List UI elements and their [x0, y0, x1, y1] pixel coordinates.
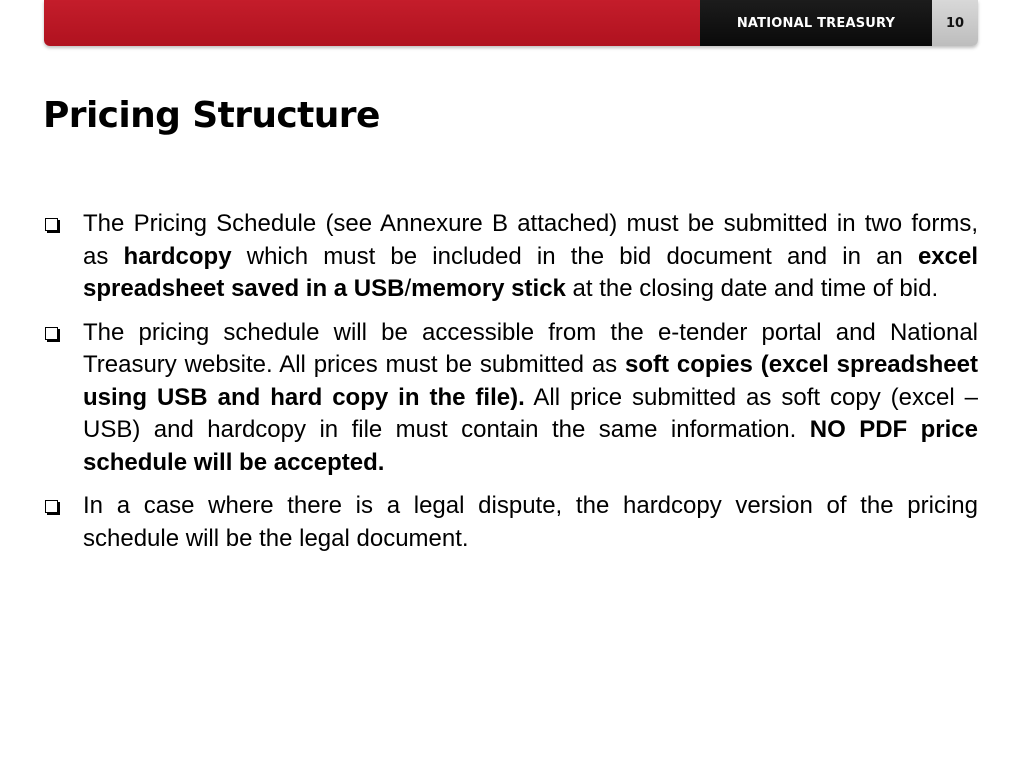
header-red-band	[44, 0, 700, 46]
bullet-item	[43, 317, 978, 480]
bullet-text: which must be included in the bid document and in an	[231, 242, 918, 270]
header-brand: NATIONAL TREASURY	[700, 0, 932, 46]
bullet-bold-text: NO PDF price schedule will be accepted.	[83, 416, 978, 476]
bullet-bold-text: memory stick	[411, 275, 566, 302]
bullet-text: In a case where there is a legal dispute, the hardcopy version of the pricing schedule will be the legal document.	[83, 492, 978, 552]
bullet-text: at the closing date and time of bid.	[565, 275, 939, 302]
bullet-text: The pricing schedule will be accessible from the e-tender portal and National Treasury website. All prices must be submitted as	[83, 318, 978, 378]
bullet-bold-text: soft copies (excel spreadsheet using USB and hard copy in the file).	[83, 351, 978, 411]
bullet-bold-text: hardcopy	[123, 242, 232, 270]
checkbox-bullet-icon	[45, 327, 58, 340]
bullet-item	[43, 208, 978, 306]
slide-title: Pricing Structure	[43, 95, 380, 136]
slide-number: 10	[932, 0, 978, 46]
bullet-bold-text: excel spreadsheet saved in a USB	[83, 242, 979, 302]
bullet-text: All price submitted as soft copy (excel – USB) and hardcopy in file must contain the same information.	[83, 383, 979, 443]
bullet-list	[43, 208, 978, 566]
bullet-item	[43, 490, 978, 555]
bullet-text: The Pricing Schedule (see Annexure B attached) must be submitted in two forms, as	[83, 210, 978, 270]
checkbox-bullet-icon	[45, 500, 58, 513]
bullet-text: /	[404, 275, 412, 302]
header-bar	[44, 0, 978, 46]
checkbox-bullet-icon	[45, 218, 58, 231]
